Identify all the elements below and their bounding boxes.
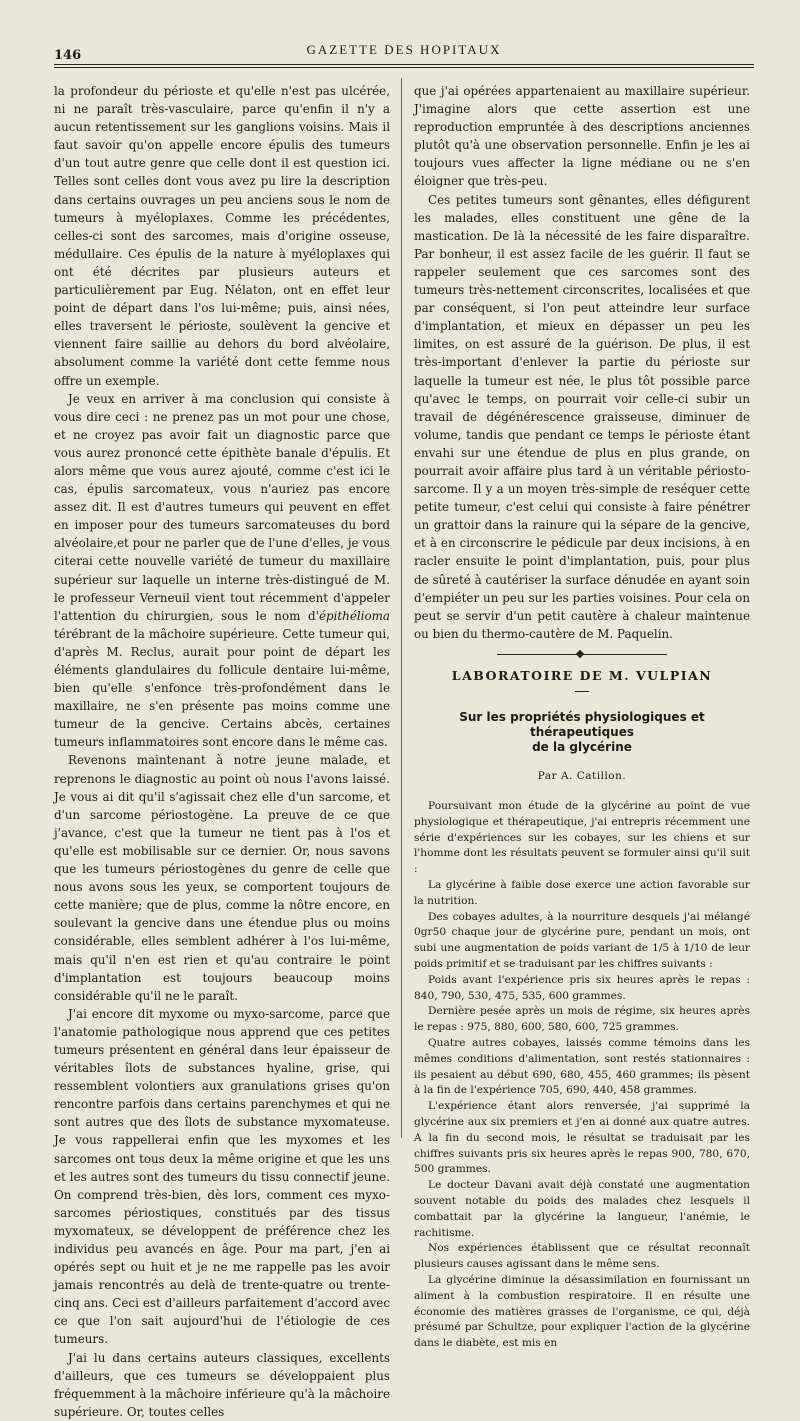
paragraph: Ces petites tumeurs sont gênantes, elles défigurent les malades, elles constituent une gêne de la mastication. De là la nécessité de les faire disparaître. Par bonheur, il est assez facile de les guérir. Il faut se rappeler seulement que ces sarcomes sont des tumeurs très-nettement circonscrites, localisées et que par conséquent, si l'on peut atteindre leur surface d'implantation, et mieux en dépasser un peu les limites, on est assuré de la guérison. De plus, il est très-important d'enlever la partie du périoste sur laquelle la tumeur est née, le plus tôt possible parce qu'avec le temps, on pourrait voir celle-ci subir un travail de dégénérescence graisseuse, diminuer de volume, tandis que pendant ce temps le périoste étant envahi sur une étendue de plus en plus grande, on pourrait avoir affaire plus tard à un véritable périosto-sarcome. Il y a un moyen très-simple de reséquer cette petite tumeur, c'est celui qui consiste à faire pénétrer un grattoir dans la rainure qui la sépare de la gencive, et à en circonscrire le pédicule par deux incisions, à en racler ensuite le point d'implantation, puis, pour plus de sûreté à cautériser la surface dénudée en ayant soin d'empiéter un peu sur les parties voisines. Pour cela on peut se servir d'un petit cautère à chaleur maintenue ou bien du thermo-cautère de M. Paquelin. <box>414 192 750 641</box>
paragraph: La glycérine diminue la désassimilation en fournissant un aliment à la combustion respiratoire. Il en résulte une économie des matières grasses de l'organisme, ce qui, déjà présumé par Schultze, pour expliquer l'action de la glycérine dans le diabète, est mis en <box>414 1274 750 1350</box>
article-title: Sur les propriétés physiologiques et thérapeutiques de la glycérine <box>459 710 705 754</box>
paragraph: Je veux en arriver à ma conclusion qui consiste à vous dire ceci : ne prenez pas un mot pour une chose, et ne croyez pas avoir fait un diagnostic parce que vous aurez prononcé cette épithète banale d'épulis. Et alors même que vous aurez ajouté, comme c'est ici le cas, épulis sarcomateux, vous n'auriez pas encore assez dit. Il est d'autres tumeurs qui peuvent en effet en imposer pour des tumeurs sarcomateuses du bord alvéolaire,et pour ne parler que de l'une d'elles, je vous citerai cette nouvelle variété de tumeur du maxillaire supérieur sur laquelle un interne très-distingué de M. le professeur Verneuil vient tout récemment d'appeler l'attention du chirurgien, sous le nom d'épithélioma térébrant de la mâchoire supérieure. Cette tumeur qui, d'après M. Reclus, aurait pour point de départ les éléments glandulaires du follicule dentaire lui-même, bien qu'elle s'enfonce très-profondément dans le maxillaire, ne s'en présente pas moins comme une tumeur de la gencive. Certains abcès, certaines tumeurs inflammatoires sont encore dans le même cas. <box>54 391 390 750</box>
right-column <box>414 82 750 1350</box>
paragraph: Poids avant l'expérience pris six heures après le repas : 840, 790, 530, 475, 535, 600 grammes. <box>414 973 750 1002</box>
section-separator <box>497 651 667 657</box>
paragraph: La glycérine à faible dose exerce une action favorable sur la nutrition. <box>414 879 750 907</box>
header-rule-thin <box>54 67 754 68</box>
title-dash <box>575 691 589 692</box>
paragraph: Nos expériences établissent que ce résultat reconnaît plusieurs causes agissant dans le même sens. <box>414 1242 750 1271</box>
paragraph: L'expérience étant alors renversée, j'ai supprimé la glycérine aux six premiers et j'en ai donné aux quatre autres. A la fin du second mois, le résultat se traduisait par les chiffres suivants pris six heures après le repas 900, 780, 670, 500 grammes. <box>414 1100 750 1176</box>
paragraph: la profondeur du périoste et qu'elle n'est pas ulcérée, ni ne paraît très-vasculaire, parce qu'enfin il n'y a aucun retentissement sur les ganglions voisins. Mais il faut savoir qu'on appelle encore épulis des tumeurs d'un tout autre genre que celle dont il est question ici. Telles sont celles dont vous avez pu lire la description dans certains ouvrages un peu anciens sous le nom de tumeurs à myéloplaxes. Comme les précédentes, celles-ci sont des sarcomes, mais d'origine osseuse, médullaire. Ces épulis de la nature à myéloplaxes qui ont été décrites par plusieurs auteurs et particulièrement par Eug. Nélaton, ont en effet leur point de départ dans l'os lui-même; puis, ainsi nées, elles traversent le périoste, soulèvent la gencive et viennent faire saillie au dehors du bord alvéolaire, absolument comme la variété dont cette femme nous offre un exemple. <box>54 84 390 388</box>
paragraph: Des cobayes adultes, à la nourriture desquels j'ai mélangé 0gr50 chaque jour de glycérine pure, pendant un mois, ont subi une augmentation de poids variant de 1/5 à 1/10 de leur poids primitif et se traduisant par les chiffres suivants : <box>414 910 750 971</box>
paragraph: Poursuivant mon étude de la glycérine au point de vue physiologique et thérapeutique, j'ai entrepris récemment une série d'expériences sur les cobayes, sur les chiens et sur l'homme dont les résultats peuvent se formuler ainsi qu'il suit : <box>414 800 750 876</box>
column-divider <box>401 78 402 1138</box>
paragraph: J'ai lu dans certains auteurs classiques, excellents d'ailleurs, que ces tumeurs se développaient plus fréquemment à la mâchoire inférieure qu'à la mâchoire supérieure. Or, toutes celles <box>54 1350 390 1419</box>
article-author: Par A. Catillon. <box>537 770 627 782</box>
section-title: LABORATOIRE DE M. VULPIAN <box>451 667 713 683</box>
page-header <box>54 40 754 62</box>
paragraph: Quatre autres cobayes, laissés comme témoins dans les mêmes conditions d'alimentation, sont restés stationnaires : ils pesaient au début 690, 680, 455, 460 grammes; ils pèsent à la fin de l'expérience 705, 690, 440, 458 grammes. <box>414 1037 750 1097</box>
left-column <box>54 82 390 1419</box>
italic-term: épithélioma <box>318 608 390 623</box>
paragraph: que j'ai opérées appartenaient au maxillaire supérieur. J'imagine alors que cette assertion est une reproduction empruntée à des descriptions anciennes plutôt qu'à une observation personnelle. Enfin je les ai toujours vues affecter la ligne médiane ou ne s'en éloigner que très-peu. <box>414 84 750 189</box>
page-number: 146 <box>54 48 82 63</box>
running-title: GAZETTE DES HOPITAUX <box>306 42 502 57</box>
paragraph: Revenons maintenant à notre jeune malade, et reprenons le diagnostic au point où nous l'avons laissé. Je vous ai dit qu'il s'agissait chez elle d'un sarcome, et d'un sarcome périostogène. La preuve de ce que j'avance, c'est que la tumeur ne tient pas à l'os et qu'elle est mobilisable sur ce dernier. Or, nous savons que les tumeurs périostogènes du genre de celle que nous avons sous les yeux, se comportent toujours de cette manière; que de plus, comme la nôtre encore, en soulevant la gencive dans une étendue plus ou moins considérable, elles semblent adhérer à l'os lui-même, mais qu'il n'en est rien et qu'au contraire le point d'implantation est toujours beaucoup moins considérable qu'il ne le paraît. <box>54 753 390 1003</box>
article-body <box>414 799 750 1352</box>
header-rule <box>54 64 754 65</box>
paragraph: Dernière pesée après un mois de régime, six heures après le repas : 975, 880, 600, 580, 600, 725 grammes. <box>414 1005 750 1034</box>
paragraph: J'ai encore dit myxome ou myxo-sarcome, parce que l'anatomie pathologique nous apprend que ces petites tumeurs présentent en général dans leur épaisseur de véritables îlots de substances hyaline, grise, qui ressemblent volontiers aux granulations grises qu'on rencontre parfois dans certains parenchymes et qui ne sont autres que des îlots de substance myxomateuse. Je vous rappellerai enfin que les myxomes et les sarcomes ont tous deux la même origine et que les uns et les autres sont des tumeurs du tissu connectif jeune. On comprend très-bien, dès lors, comment ces myxo-sarcomes périostiques, constitués par des tissus myxomateux, se développent de préférence chez les individus peu avancés en âge. Pour ma part, j'en ai opérés sept ou huit et je ne me rappelle pas les avoir jamais rencontrés au delà de trente-quatre ou trente-cinq ans. Ceci est d'ailleurs parfaitement d'accord avec ce que l'on sait aujourd'hui de l'étiologie de ces tumeurs. <box>54 1006 390 1347</box>
paragraph: Le docteur Davani avait déjà constaté une augmentation souvent notable du poids des malades chez lesquels il combattait par la glycérine la langueur, l'anémie, le rachitisme. <box>414 1179 750 1239</box>
